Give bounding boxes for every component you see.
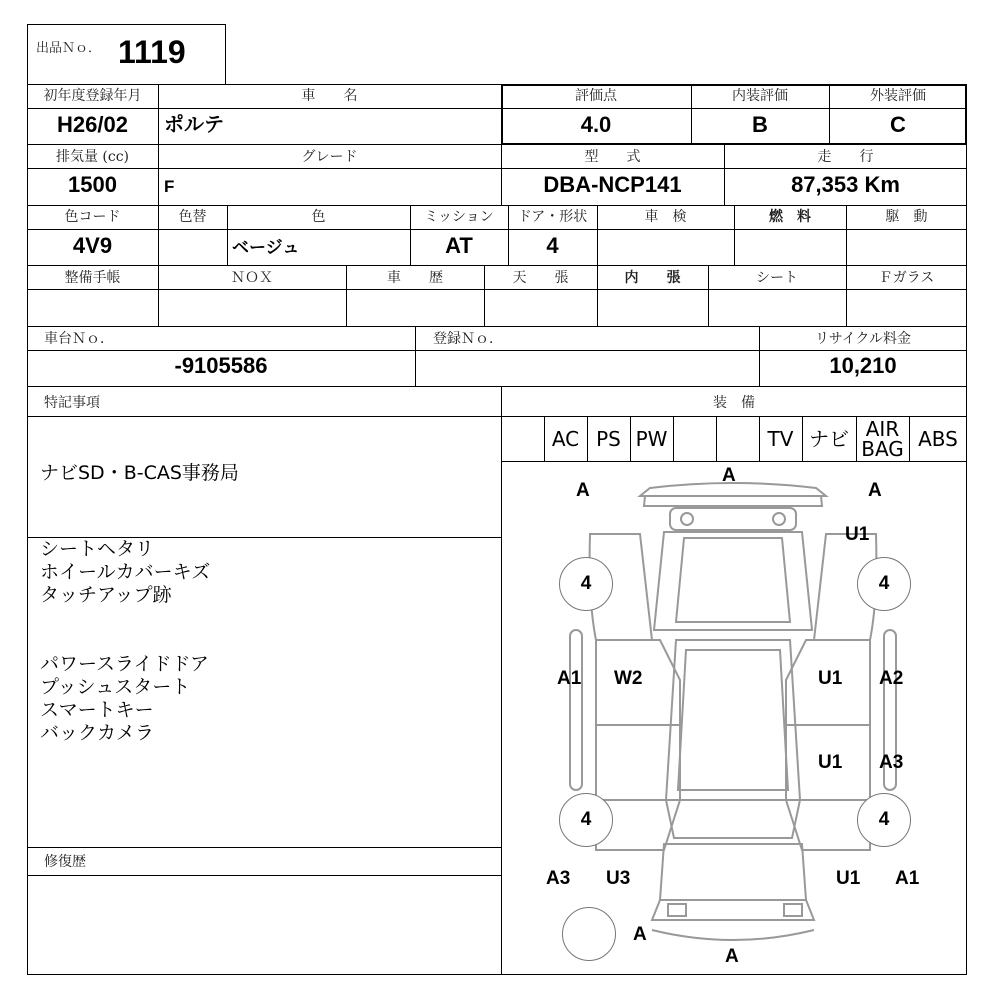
damage-left-rear-quarter: A3: [546, 868, 571, 889]
displacement-label: 排気量 (cc): [55, 149, 130, 165]
car-name-label: 車 名: [301, 88, 358, 104]
lot-number-label: 出品Ｎｏ．: [36, 41, 102, 56]
rule: [27, 326, 967, 327]
equipment-item-blank-3: [716, 417, 759, 461]
damage-left-front-door: W2: [614, 668, 643, 689]
displacement-value: 1500: [68, 172, 117, 197]
damage-right-front-door: U1: [818, 668, 843, 689]
rule: [27, 168, 967, 169]
fuel-label: 燃 料: [769, 209, 811, 225]
model-label: 型 式: [584, 149, 641, 165]
door-label: ドア・形状: [517, 209, 588, 225]
grade-value: F: [164, 177, 175, 196]
chassis-label: 車台Ｎｏ．: [44, 331, 114, 347]
equipment-item-tv: TV: [767, 427, 794, 451]
rule: [27, 205, 967, 206]
color-code-label: 色コード: [64, 209, 121, 225]
rule: [27, 386, 967, 387]
inspection-label: 車 検: [644, 209, 687, 225]
equipment-item-pw: PW: [635, 427, 668, 451]
spare-tire: [562, 907, 616, 961]
door-value: 4: [546, 233, 559, 258]
rule: [27, 875, 501, 876]
damage-front-left-corner: A: [576, 480, 590, 501]
rule: [27, 847, 501, 848]
equipment-item-ac: AC: [551, 427, 580, 451]
equipment-item-navi: ナビ: [809, 427, 849, 451]
rule: [27, 229, 967, 230]
seat-label: シート: [756, 270, 798, 286]
notes-block: シートヘタリ ホイールカバーキズ タッチアップ跡 パワースライドドア プッシュスタート スマートキー バックカメラ: [40, 538, 211, 744]
interior-label: 内装評価: [732, 88, 788, 104]
model-value: DBA-NCP141: [543, 172, 682, 197]
damage-left-sill: A1: [557, 668, 582, 689]
damage-left-rear-lower: U3: [606, 868, 631, 889]
registration-label: 登録Ｎｏ．: [433, 331, 503, 347]
damage-rear-left: A: [633, 924, 647, 945]
color-code-value: 4V9: [72, 233, 113, 258]
damage-rear-bumper: A: [725, 946, 739, 967]
maintenance-label: 整備手帳: [64, 270, 121, 286]
car-damage-diagram: [502, 462, 966, 974]
transmission-label: ミッション: [424, 209, 494, 225]
damage-right-rear-corner: A1: [895, 868, 920, 889]
repair-history-label: 修復歴: [44, 854, 86, 870]
color-value: ベージュ: [232, 238, 300, 257]
damage-right-sill-rear: A3: [879, 752, 904, 773]
equipment-item-ps: PS: [596, 427, 621, 451]
recycle-value: 10,210: [829, 353, 897, 378]
exterior-label: 外装評価: [870, 88, 926, 104]
tire-rear-right: 4: [857, 793, 911, 847]
grade-label: グレード: [301, 149, 358, 165]
history-label: 車 歴: [387, 270, 443, 286]
lot-number-value: 1119: [118, 34, 186, 70]
roof-label: 天 張: [512, 270, 569, 286]
equipment-item-blank-1: [501, 417, 544, 461]
nox-label: ＮＯＸ: [231, 270, 273, 286]
equipment-label: 装 備: [713, 395, 755, 411]
reg-date-label: 初年度登録年月: [43, 88, 142, 104]
notes-label: 特記事項: [44, 395, 100, 411]
score-value: 4.0: [580, 112, 612, 137]
damage-right-rear-quarter: U1: [836, 868, 861, 889]
chassis-value: -9105586: [174, 353, 268, 378]
damage-right-sill-front: A2: [879, 668, 904, 689]
exterior-value: C: [890, 112, 906, 137]
equipment-item-abs: ABS: [918, 427, 958, 451]
interior-value: B: [752, 112, 768, 137]
tire-front-left: 4: [559, 557, 613, 611]
rule: [415, 326, 416, 386]
damage-right-fender: U1: [845, 524, 870, 545]
notes-line-1: ナビSD・B-CAS事務局: [40, 462, 239, 484]
equipment-item-airbag: AIR BAG: [861, 417, 904, 461]
rule: [27, 289, 967, 290]
transmission-value: AT: [445, 233, 473, 258]
drive-label: 駆 動: [885, 209, 928, 225]
damage-right-rear-door: U1: [818, 752, 843, 773]
rule: [27, 350, 967, 351]
repaint-label: 色替: [178, 209, 207, 225]
equipment-item-blank-2: [673, 417, 716, 461]
tire-rear-left: 4: [559, 793, 613, 847]
score-label: 評価点: [575, 88, 617, 104]
mileage-label: 走 行: [817, 149, 874, 165]
mileage-value: 87,353 Km: [791, 172, 900, 197]
car-name-value: ポルテ: [164, 114, 224, 136]
tire-front-right: 4: [857, 557, 911, 611]
reg-date-value: H26/02: [57, 112, 128, 137]
rule: [27, 265, 967, 266]
damage-front-bumper: A: [722, 465, 736, 486]
color-label: 色: [311, 209, 326, 225]
recycle-label: リサイクル料金: [814, 331, 912, 347]
damage-front-right-corner: A: [868, 480, 882, 501]
f-glass-label: Ｆガラス: [878, 270, 935, 286]
interior-trim-label: 内 張: [624, 270, 681, 286]
